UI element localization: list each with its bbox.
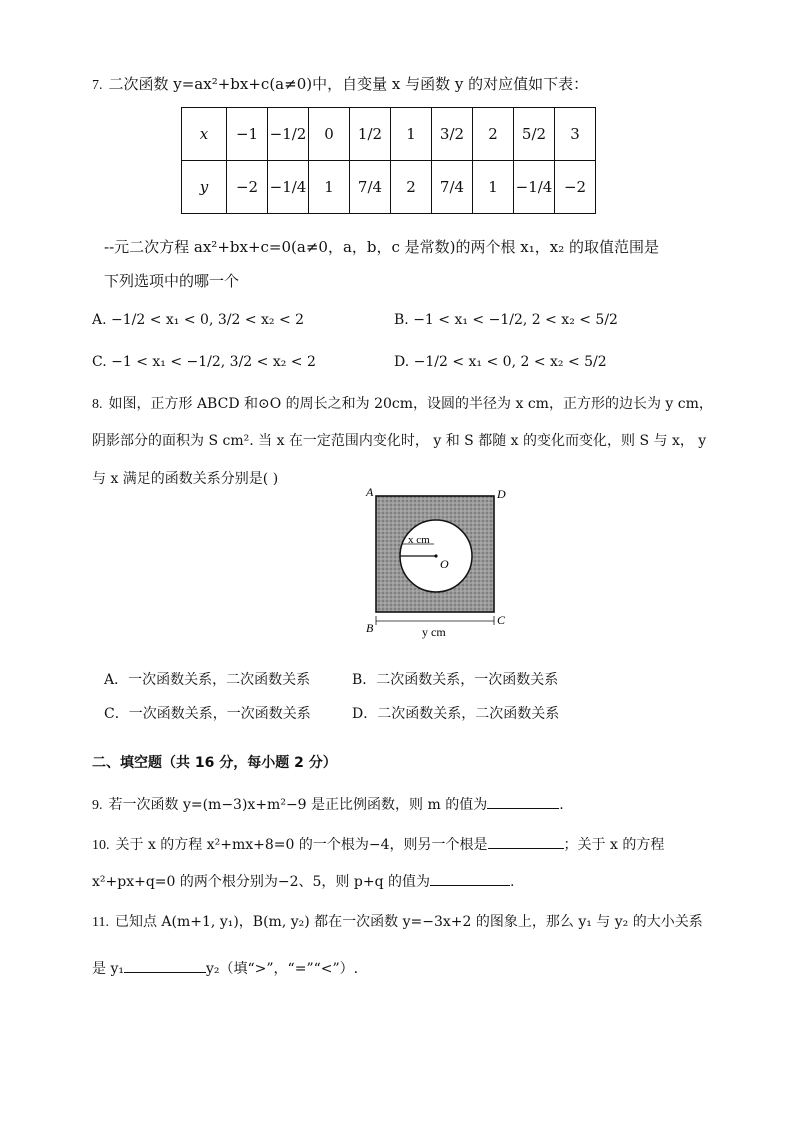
q10-answer-blank-2[interactable] [430,869,510,886]
q11-line1 [92,912,703,933]
table-cell: 1 [309,161,350,214]
q8-number: 8. [92,397,103,412]
q11-text2-post: y₂（填“>”，“=”“<”）. [205,961,359,977]
q7-option-a[interactable]: A. −1/2 < x₁ < 0, 3/2 < x₂ < 2 [92,312,305,328]
q7-number: 7. [92,78,103,93]
table-cell: 3/2 [432,108,473,161]
q8-line1-text: 如图，正方形 ABCD 和⊙O 的周长之和为 20cm，设圆的半径为 x cm，正方形的边长为 y cm， [108,396,713,412]
table-cell: 1/2 [350,108,391,161]
table-cell: 1 [473,161,514,214]
q10-text2: ；关于 x 的方程 [563,837,665,853]
label-b: B [366,621,374,635]
table-cell: 1 [391,108,432,161]
q7-option-c[interactable]: C. −1 < x₁ < −1/2, 3/2 < x₂ < 2 [92,354,316,370]
q7-option-d[interactable]: D. −1/2 < x₁ < 0, 2 < x₂ < 5/2 [394,354,607,370]
table-header-y: y [182,161,227,214]
table-cell: 0 [309,108,350,161]
table-cell: 2 [473,108,514,161]
label-radius: x cm [408,534,430,546]
q8-option-d[interactable]: D．二次函数关系，二次函数关系 [352,706,560,722]
q10-text3: x²+px+q=0 的两个根分别为−2、5，则 p+q 的值为 [92,874,430,890]
q11-number: 11. [92,915,109,930]
table-row-x [182,108,596,161]
center-point [434,554,437,557]
table-row-y [182,161,596,214]
q11-answer-blank[interactable] [124,956,206,973]
table-cell: 5/2 [514,108,555,161]
q7-text-line1: --元二次方程 ax²+bx+c=0(a≠0，a，b，c 是常数)的两个根 x₁，x₂ 的取值范围是 [104,238,659,256]
label-c: C [497,613,506,627]
q10-line1 [92,832,664,856]
q10-text1: 关于 x 的方程 x²+mx+8=0 的一个根为−4，则另一个根是 [115,837,488,853]
table-cell: −1 [227,108,268,161]
q7-option-b[interactable]: B. −1 < x₁ < −1/2, 2 < x₂ < 5/2 [394,312,618,328]
q8-figure [362,484,514,640]
q8-option-a[interactable]: A．一次函数关系，二次函数关系 [104,672,311,688]
table-header-x: x [182,108,227,161]
table-cell: 7/4 [432,161,473,214]
q7-text-line2: 下列选项中的哪一个 [104,272,240,290]
table-cell: −1/4 [514,161,555,214]
label-side: y cm [422,625,446,639]
q9-answer-blank[interactable] [487,792,559,809]
q8-option-c[interactable]: C．一次函数关系，一次函数关系 [104,706,311,722]
section-title: 二、填空题（共 16 分，每小题 2 分） [92,755,337,771]
q10-number: 10. [92,838,110,853]
q11-text1: 已知点 A(m+1, y₁)，B(m, y₂) 都在一次函数 y=−3x+2 的图象上，那么 y₁ 与 y₂ 的大小关系 [114,914,703,930]
q7-stem-text: 二次函数 y=ax²+bx+c(a≠0)中，自变量 x 与函数 y 的对应值如下表： [108,75,589,93]
table-cell: −1/4 [268,161,309,214]
q7-stem [92,74,588,96]
table-cell: 2 [391,161,432,214]
table-cell: 3 [555,108,596,161]
q8-text-line2: 阴影部分的面积为 S cm². 当 x 在一定范围内变化时， y 和 S 都随 x 的变化而变化，则 S 与 x， y [92,433,707,449]
q8-option-b[interactable]: B．二次函数关系，一次函数关系 [352,672,559,688]
q9 [92,792,564,816]
q8-text-line1 [92,394,713,415]
label-d: D [497,487,506,501]
q7-value-table [181,107,596,214]
table-cell: −2 [555,161,596,214]
q9-number: 9. [92,798,103,813]
q10-end: . [509,874,515,890]
table-cell: 7/4 [350,161,391,214]
q10-answer-blank-1[interactable] [488,832,564,849]
q9-end: . [559,797,564,813]
table-cell: −2 [227,161,268,214]
q9-text: 若一次函数 y=(m−3)x+m²−9 是正比例函数，则 m 的值为 [108,797,488,813]
square-circle-diagram [362,484,514,640]
label-o: O [440,557,449,571]
table-cell: −1/2 [268,108,309,161]
q8-text-line3: 与 x 满足的函数关系分别是( ) [92,471,279,487]
q11-line2 [92,956,358,979]
q10-line2 [92,869,514,892]
label-a: A [366,485,374,499]
q11-text2-pre: 是 y₁ [92,961,124,977]
